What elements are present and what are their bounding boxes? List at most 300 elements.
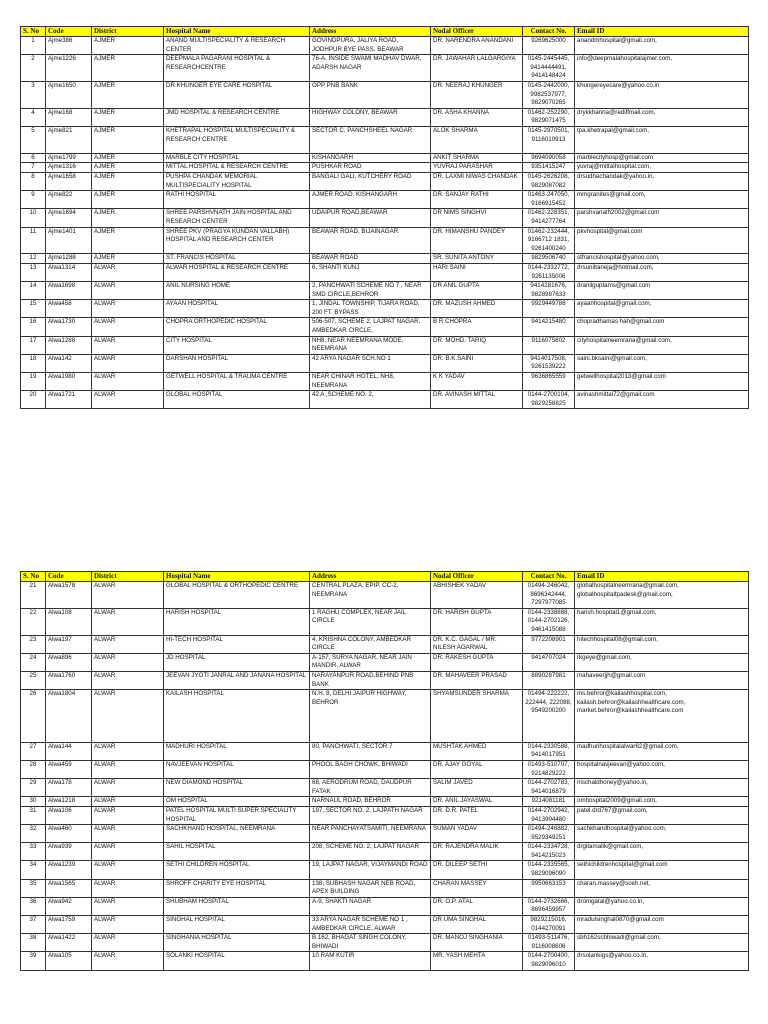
row-address: 10 RAM KUTIR (310, 952, 431, 970)
table-row (21, 263, 749, 281)
row-sno: 5 (21, 126, 46, 153)
row-hospital-name: JMD HOSPITAL & RESEARCH CENTRE (164, 108, 310, 126)
row-district: AJMER (92, 227, 164, 254)
row-contact: 8890287981 (523, 671, 575, 689)
row-district: ALWAR (92, 582, 164, 609)
row-nodal-officer: DR. ANIL JAYASWAL (431, 797, 523, 807)
row-sno: 34 (21, 861, 46, 879)
row-nodal-officer: DR NIMS SINGHVI (431, 209, 523, 227)
row-email[interactable]: hospitalnavjeevan@yahoo.com, (575, 760, 749, 778)
row-nodal-officer: SUMAN YADAV (431, 825, 523, 843)
row-hospital-name: SAHIL HOSPITAL (164, 843, 310, 861)
row-hospital-name: JEEVAN JYOTI JANRAL AND JANANA HOSPITAL (164, 671, 310, 689)
table-row (21, 300, 749, 318)
row-district: AJMER (92, 126, 164, 153)
header-address: Address (310, 572, 431, 582)
row-address: HIGHWAY COLONY, BEAWAR (310, 108, 431, 126)
row-contact: 9116075802 (523, 336, 575, 354)
row-sno: 4 (21, 108, 46, 126)
header-code: Code (46, 572, 92, 582)
row-code: Alwa1239 (46, 861, 92, 879)
table-row (21, 391, 749, 409)
row-contact: 0144-2334728, 9414215023 (523, 843, 575, 861)
row-email[interactable]: dromgatal@yahoo.co.in, (575, 897, 749, 915)
row-sno: 21 (21, 582, 46, 609)
table-row (21, 952, 749, 970)
row-email[interactable]: saini.bksaini@gmail.com, (575, 354, 749, 372)
row-hospital-name: ANIL NURSING HOME (164, 282, 310, 300)
row-address: BEAWAR ROAD, BIJAINAGAR (310, 227, 431, 254)
row-address: OPP PNB BANK (310, 81, 431, 108)
row-sno: 18 (21, 354, 46, 372)
row-contact: 9351415247 (523, 163, 575, 173)
row-nodal-officer: DR. DILEEP SETHI (431, 861, 523, 879)
row-nodal-officer: K K YADAV (431, 373, 523, 391)
row-district: AJMER (92, 55, 164, 82)
row-district: AJMER (92, 191, 164, 209)
row-hospital-name: SOLANKI HOSPITAL (164, 952, 310, 970)
row-sno: 6 (21, 153, 46, 163)
row-address: 68, AERODRUM ROAD, DAUDPUR FATAK (310, 779, 431, 797)
row-email[interactable]: globalhospitalneemrana@gmail.com, globalhospitaltpadesk@gmail.com, (575, 582, 749, 609)
row-hospital-name: RATHI HOSPITAL (164, 191, 310, 209)
row-contact: 01462-228351, 9414277764 (523, 209, 575, 227)
row-code: Alwa1288 (46, 336, 92, 354)
row-email[interactable]: parshvanath2002@gmail.com (575, 209, 749, 227)
row-contact: 01463-247050, 9166915452 (523, 191, 575, 209)
table-row (21, 336, 749, 354)
row-address: CENTRAL PLAZA, EPIP, CC-2, NEEMRANA (310, 582, 431, 609)
row-district: ALWAR (92, 653, 164, 671)
row-address: NEAR CHINAR HOTEL, NH8, NEEMRANA (310, 373, 431, 391)
row-code: Alwa1698 (46, 282, 92, 300)
row-hospital-name: SINGHANIA HOSPITAL (164, 934, 310, 952)
row-email[interactable]: chopradhamas hah@gmail.com (575, 318, 749, 336)
row-address: 197, SECTOR NO. 2, LAJPATH NAGAR (310, 806, 431, 824)
row-code: Alwa178 (46, 779, 92, 797)
row-address: NARAYANPUR ROAD,BEHIND PNB BANK (310, 671, 431, 689)
header-sno: S. No (21, 27, 46, 37)
row-district: ALWAR (92, 897, 164, 915)
row-sno: 10 (21, 209, 46, 227)
row-email[interactable]: mradulsinghal0870@gmail.com (575, 916, 749, 934)
table-row (21, 916, 749, 934)
row-sno: 35 (21, 879, 46, 897)
row-hospital-name: ST. FRANCIS HOSPITAL (164, 254, 310, 264)
header-email: Email ID (575, 572, 749, 582)
table-body-2 (21, 582, 749, 971)
row-code: Ajme1650 (46, 81, 92, 108)
row-code: Alwa942 (46, 897, 92, 915)
row-hospital-name: NEW DIAMOND HOSPITAL (164, 779, 310, 797)
row-code: Ajme822 (46, 191, 92, 209)
header-code: Code (46, 27, 92, 37)
header-contact: Contact No. (523, 572, 575, 582)
row-code: Alwa1721 (46, 391, 92, 409)
row-code: Alwa1218 (46, 797, 92, 807)
row-address: AJMER ROAD, KISHANGARH (310, 191, 431, 209)
row-nodal-officer: SALIM JAVED (431, 779, 523, 797)
row-hospital-name: GLOBAL HOSPITAL (164, 391, 310, 409)
row-email[interactable]: drsolankigs@yahoo.co.in, (575, 952, 749, 970)
row-district: ALWAR (92, 806, 164, 824)
hospital-table-1 (20, 26, 749, 409)
row-code: Ajme821 (46, 126, 92, 153)
row-contact: 9772208901 (523, 635, 575, 653)
row-code: Alwa108 (46, 608, 92, 635)
row-sno: 7 (21, 163, 46, 173)
row-email[interactable]: rkgeye@gmail.com, (575, 653, 749, 671)
table-row (21, 126, 749, 153)
row-contact: 0144-2702942, 9413904480 (523, 806, 575, 824)
row-contact: 0145-2970501, 9116010913 (523, 126, 575, 153)
row-email[interactable]: getwellhospital2013@gmail.com (575, 373, 749, 391)
row-hospital-name: SHREE PKV (PRAGYA KUNDAN VALLABH) HOSPITAL AND RESEARCH CENTER (164, 227, 310, 254)
row-nodal-officer: ABHISHEK YADAV (431, 582, 523, 609)
row-district: ALWAR (92, 690, 164, 743)
row-sno: 26 (21, 690, 46, 743)
table-row (21, 282, 749, 300)
header-address: Address (310, 27, 431, 37)
row-email[interactable]: ayaanhospital@gmail.com, (575, 300, 749, 318)
row-address: 76-A, INSIDE SWAMI MADHAV DWAR, ADARSH NAGAR (310, 55, 431, 82)
row-nodal-officer: DR. JAWAHAR LALGARGIYA (431, 55, 523, 82)
row-address: 506-507, SCHEME 2, LAJPAT NAGAR, AMBEDKAR CIRCLE, (310, 318, 431, 336)
row-nodal-officer: SR. SUNITA ANTONY (431, 254, 523, 264)
row-code: Alwa1804 (46, 690, 92, 743)
table-row (21, 191, 749, 209)
row-hospital-name: HARISH HOSPITAL (164, 608, 310, 635)
row-email[interactable]: sbh162scbhiwadi@gmail.com, (575, 934, 749, 952)
row-email[interactable]: yuvraj@mittalhospital.com, (575, 163, 749, 173)
row-email[interactable]: drgitamalik@gmail.com, (575, 843, 749, 861)
row-code: Alwa1578 (46, 582, 92, 609)
row-sno: 1 (21, 37, 46, 55)
header-contact: Contact No. (523, 27, 575, 37)
row-address: B 162, BHAGAT SINGH COLONY, BHIWADI (310, 934, 431, 952)
row-contact: 0144-2732666, 8696459957 (523, 897, 575, 915)
row-email[interactable]: drykkhanna@rediffmail.com, (575, 108, 749, 126)
row-nodal-officer: DR. D.R. PATEL (431, 806, 523, 824)
row-hospital-name: CHOPRA ORTHOPEDIC HOSPITAL (164, 318, 310, 336)
row-nodal-officer: MR. YASH MEHTA (431, 952, 523, 970)
row-hospital-name: SHUBHAM HOSPITAL (164, 897, 310, 915)
row-sno: 32 (21, 825, 46, 843)
row-sno: 38 (21, 934, 46, 952)
table-header-row (21, 27, 749, 37)
table-row (21, 254, 749, 264)
row-address: PHOOL BAGH CHOWK, BHIWADI (310, 760, 431, 778)
row-nodal-officer: DR. LAXMI NIWAS CHANDAK (431, 172, 523, 190)
table-row (21, 635, 749, 653)
row-district: AJMER (92, 81, 164, 108)
row-email[interactable]: drsudhachandak@yahoo.in, (575, 172, 749, 190)
table-row (21, 354, 749, 372)
row-sno: 15 (21, 300, 46, 318)
row-nodal-officer: YUVRAJ PARASHAR (431, 163, 523, 173)
row-email[interactable]: mmgranites@gmail.com, (575, 191, 749, 209)
row-address: 42 ARYA NAGAR SCH.NO 1 (310, 354, 431, 372)
row-contact: 9414707024 (523, 653, 575, 671)
row-sno: 23 (21, 635, 46, 653)
row-contact: 0144-2702783, 9414016879 (523, 779, 575, 797)
row-sno: 39 (21, 952, 46, 970)
row-code: Alwa144 (46, 742, 92, 760)
row-sno: 16 (21, 318, 46, 336)
row-nodal-officer: DR. NEERAJ KHUNGER (431, 81, 523, 108)
row-nodal-officer: DR. SANJAY RATHI (431, 191, 523, 209)
row-contact: 0144-2700400, 9829096010 (523, 952, 575, 970)
row-email[interactable]: hitechhospital08@gmail.com, (575, 635, 749, 653)
row-address: 6, SHANTI KUNJ (310, 263, 431, 281)
row-hospital-name: AYAAN HOSPITAL (164, 300, 310, 318)
row-district: ALWAR (92, 779, 164, 797)
row-sno: 14 (21, 282, 46, 300)
row-sno: 31 (21, 806, 46, 824)
row-nodal-officer: SHYAMSUNDER SHARMA (431, 690, 523, 743)
row-email[interactable]: harish.hospital1@gmail.com, (575, 608, 749, 635)
table-row (21, 55, 749, 82)
row-sno: 3 (21, 81, 46, 108)
row-code: Ajme386 (46, 37, 92, 55)
row-sno: 17 (21, 336, 46, 354)
row-hospital-name: MITTAL HOSPITAL & RESEARCH CENTRE (164, 163, 310, 173)
row-address: 1 RAGHU COMPLEX, NEAR JAIL CIRCLE (310, 608, 431, 635)
row-code: Alwa105 (46, 952, 92, 970)
row-email[interactable]: patel.drd767@gmail.com, (575, 806, 749, 824)
row-district: ALWAR (92, 354, 164, 372)
table-row (21, 797, 749, 807)
row-email[interactable]: pkvhospital@gmail.com (575, 227, 749, 254)
row-hospital-name: KHETRAPAL HOSPITAL MULTISPECIALITY & RESEARCH CENTRE (164, 126, 310, 153)
row-hospital-name: PUSHPA CHANDAK MEMORIAL MULTISPECIALITY HOSPITAL (164, 172, 310, 190)
row-nodal-officer: MUSHTAK AHMED (431, 742, 523, 760)
row-hospital-name: GLOBAL HOSPITAL & ORTHOPEDIC CENTRE (164, 582, 310, 609)
row-sno: 19 (21, 373, 46, 391)
row-nodal-officer: ALOK SHARMA (431, 126, 523, 153)
row-nodal-officer: DR. ASHA KHANNA (431, 108, 523, 126)
row-contact: 0145-2445445, 9414444491, 9414148424 (523, 55, 575, 82)
table-row (21, 653, 749, 671)
row-sno: 9 (21, 191, 46, 209)
row-sno: 2 (21, 55, 46, 82)
row-email[interactable]: drsuniltaneja@hotmail.com, (575, 263, 749, 281)
row-district: ALWAR (92, 391, 164, 409)
table-header-row (21, 572, 749, 582)
row-district: AJMER (92, 172, 164, 190)
row-code: Ajme1316 (46, 163, 92, 173)
table-row (21, 742, 749, 760)
row-contact: 9950663153 (523, 879, 575, 897)
row-contact: 01462-232444, 9166712 1831, 9261400240 (523, 227, 575, 254)
row-hospital-name: NAVJEEVAN HOSPITAL (164, 760, 310, 778)
row-address: 19, LAJPAT NAGAR, VIJAYMANDI ROAD (310, 861, 431, 879)
row-email[interactable]: tpa.khetrapal@gmail.com, (575, 126, 749, 153)
row-email[interactable]: mahaveerjjh@gmail.com (575, 671, 749, 689)
row-district: ALWAR (92, 916, 164, 934)
row-email[interactable]: info@deepmalahospitalajmer.com, (575, 55, 749, 82)
row-district: ALWAR (92, 263, 164, 281)
row-code: Alwa1314 (46, 263, 92, 281)
row-code: Alwa939 (46, 843, 92, 861)
row-email[interactable]: khungereyecare@yahoo.co.in (575, 81, 749, 108)
table-row (21, 153, 749, 163)
table-row (21, 760, 749, 778)
row-email[interactable]: stfrancishospital@yahoo.com, (575, 254, 749, 264)
row-address: 208, SCHEME NO. 2, LAJPAT NAGAR (310, 843, 431, 861)
row-email[interactable]: madhurihospitalalwar62@gmail.com, (575, 742, 749, 760)
row-hospital-name: GETWELL HOSPITAL & TRAUMA CENTRE (164, 373, 310, 391)
table-row (21, 671, 749, 689)
row-email[interactable]: sethichildrenhospital@gmail.com (575, 861, 749, 879)
table-row (21, 934, 749, 952)
row-address: BEAWAR ROAD (310, 254, 431, 264)
row-sno: 13 (21, 263, 46, 281)
row-hospital-name: SINGHAL HOSPITAL (164, 916, 310, 934)
row-hospital-name: HI-TECH HOSPITAL (164, 635, 310, 653)
row-email[interactable]: dranilguptams@gmail.com (575, 282, 749, 300)
row-hospital-name: ANAND MULTISPECIALITY & RESEARCH CENTER (164, 37, 310, 55)
row-code: Ajme1658 (46, 172, 92, 190)
row-address: NH8, NEAR NEEMRANA MODE, NEEMRANA (310, 336, 431, 354)
row-nodal-officer: DR. NARENDRA ANANDANI (431, 37, 523, 55)
row-code: Alwa1759 (46, 916, 92, 934)
table-row (21, 318, 749, 336)
row-sno: 29 (21, 779, 46, 797)
row-address: NEAR PANCHAYATSAMITI, NEEMRANA (310, 825, 431, 843)
row-address: N.H. 8, DELHI JAIPUR HIGHWAY, BEHROR (310, 690, 431, 743)
row-address: 138, SUBHASH NAGAR NEB ROAD, APEX BUILDING (310, 879, 431, 897)
row-hospital-name: SHREE PARSHVNATH JAIN HOSPITAL AND RESEARCH CENTER (164, 209, 310, 227)
row-nodal-officer: ANKIT SHARMA (431, 153, 523, 163)
row-district: ALWAR (92, 300, 164, 318)
row-hospital-name: SETHI CHILDREN HOSPITAL (164, 861, 310, 879)
row-nodal-officer: DR. MOHD. TARIQ (431, 336, 523, 354)
header-district: District (92, 572, 164, 582)
table-row (21, 779, 749, 797)
row-contact: 9269625000 (523, 37, 575, 55)
row-nodal-officer: DR. RAKESH GUPTA (431, 653, 523, 671)
row-sno: 12 (21, 254, 46, 264)
row-hospital-name: ALWAR HOSPITAL & RESEARCH CENTRE (164, 263, 310, 281)
row-email[interactable]: ms.behror@kailashhospital.com, kailash.behror@kailashhealthcare.com, market.behror@kailashhealthcare.com (575, 690, 749, 743)
table-body-1 (21, 37, 749, 409)
row-district: ALWAR (92, 879, 164, 897)
row-sno: 30 (21, 797, 46, 807)
row-code: Alwa1565 (46, 879, 92, 897)
row-district: ALWAR (92, 608, 164, 635)
row-address: 2, PANCHWATI SCHEME NO 7 , NEAR SMD CIRCLE,BEHROR (310, 282, 431, 300)
table-row (21, 209, 749, 227)
row-code: Ajme1226 (46, 55, 92, 82)
row-district: ALWAR (92, 742, 164, 760)
row-sno: 24 (21, 653, 46, 671)
row-sno: 27 (21, 742, 46, 760)
row-code: Ajme168 (46, 108, 92, 126)
table-row (21, 37, 749, 55)
row-district: AJMER (92, 254, 164, 264)
row-sno: 8 (21, 172, 46, 190)
row-hospital-name: CITY HOSPITAL (164, 336, 310, 354)
header-hospital-name: Hospital Name (164, 27, 310, 37)
row-sno: 37 (21, 916, 46, 934)
row-contact: 9929449786 (523, 300, 575, 318)
row-code: Alwa106 (46, 806, 92, 824)
row-email[interactable]: charan.massey@sceh.net, (575, 879, 749, 897)
row-hospital-name: MARBLE CITY HOSPITAL (164, 153, 310, 163)
row-nodal-officer: DR. HARISH GUPTA (431, 608, 523, 635)
row-nodal-officer: DR. MANOJ SINGHANIA (431, 934, 523, 952)
header-sno: S. No (21, 572, 46, 582)
row-address: 42 A ,SCHEME NO. 2, (310, 391, 431, 409)
row-contact: 01494-246042, 8696342444, 7297977085 (523, 582, 575, 609)
row-nodal-officer: DR. RAJENDRA MALIK (431, 843, 523, 861)
row-district: AJMER (92, 209, 164, 227)
row-email[interactable]: omhospital2009@gmail.com, (575, 797, 749, 807)
row-contact: 0144-2330588, 9414017951 (523, 742, 575, 760)
row-contact: 01493-511476, 9116008606 (523, 934, 575, 952)
row-nodal-officer: HARI SAINI (431, 263, 523, 281)
row-district: ALWAR (92, 934, 164, 952)
row-email[interactable]: sachkhandhospital@yahoo.com, (575, 825, 749, 843)
row-sno: 33 (21, 843, 46, 861)
row-contact: 01494-222222, 222444, 222088, 9549200200 (523, 690, 575, 743)
row-district: AJMER (92, 37, 164, 55)
row-hospital-name: MADHURI HOSPITAL (164, 742, 310, 760)
row-address: 4, KRISHNA COLONY, AMBEDKAR CIRCLE (310, 635, 431, 653)
row-email[interactable]: marblecityhosp@gmail.com (575, 153, 749, 163)
row-address: KISHANGARH (310, 153, 431, 163)
row-sno: 22 (21, 608, 46, 635)
row-district: ALWAR (92, 318, 164, 336)
row-sno: 20 (21, 391, 46, 409)
row-contact: 0144-2335565, 9829096090 (523, 861, 575, 879)
table-row (21, 163, 749, 173)
row-nodal-officer: DR. B.K.SAINI (431, 354, 523, 372)
row-email[interactable]: nischaldhoney@yahoo.in, (575, 779, 749, 797)
row-district: ALWAR (92, 282, 164, 300)
row-email[interactable]: anandmhospital@gmail.com, (575, 37, 749, 55)
row-address: UDAIPUR ROAD,BEAWAR (310, 209, 431, 227)
row-nodal-officer: DR. O.P. ATAL (431, 897, 523, 915)
row-code: Alwa458 (46, 300, 92, 318)
table-row (21, 81, 749, 108)
row-contact: 9414017508, 9261539222 (523, 354, 575, 372)
row-code: Alwa1760 (46, 671, 92, 689)
table-row (21, 608, 749, 635)
row-contact: 9829215016, 0144270091 (523, 916, 575, 934)
row-sno: 36 (21, 897, 46, 915)
row-code: Alwa1730 (46, 318, 92, 336)
row-email[interactable]: cityhospitalneemrana@gmail.com, (575, 336, 749, 354)
row-hospital-name: PATEL HOSPITAL MULTI SUPER SPECIALITY HOSPITAL (164, 806, 310, 824)
row-code: Ajme1401 (46, 227, 92, 254)
row-district: ALWAR (92, 373, 164, 391)
row-contact: 9829506740 (523, 254, 575, 264)
row-address: 80, PANCHWATI, SECTOR 7 (310, 742, 431, 760)
row-code: Ajme1288 (46, 254, 92, 264)
row-nodal-officer: DR. AJAY GOYAL (431, 760, 523, 778)
row-email[interactable]: avinashmittal72@gmail.com (575, 391, 749, 409)
table-row (21, 582, 749, 609)
row-address: NARNAUL ROAD, BEHROR (310, 797, 431, 807)
table-row (21, 806, 749, 824)
row-district: ALWAR (92, 843, 164, 861)
header-nodal-officer: Nodal Officer (431, 27, 523, 37)
row-contact: 9636865559 (523, 373, 575, 391)
row-code: Alwa1422 (46, 934, 92, 952)
row-sno: 28 (21, 760, 46, 778)
